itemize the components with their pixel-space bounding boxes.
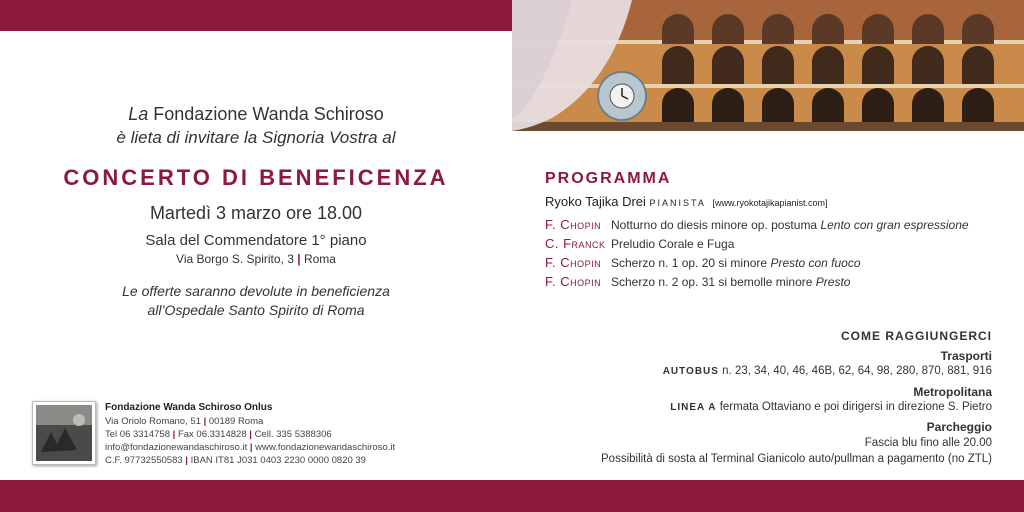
programma-item: F. Chopin Scherzo n. 2 op. 31 si bemolle minore Presto <box>545 274 851 289</box>
venue-address: Via Borgo S. Spirito, 3 | Roma <box>176 252 336 266</box>
bottom-band <box>0 480 1024 512</box>
event-date: Martedì 3 marzo ore 18.00 <box>149 203 363 223</box>
metro-label: Metropolitana <box>913 385 992 399</box>
foundation-photo <box>32 401 96 465</box>
linea-line: LINEA A fermata Ottaviano e poi dirigersi in direzione S. Pietro <box>670 401 992 413</box>
performer-website-link[interactable]: [www.ryokotajikapianist.com] <box>712 198 828 208</box>
footer-fiscal: C.F. 97732550583 | IBAN IT81 J031 0403 2230 0000 0820 39 <box>105 455 366 466</box>
performer-line: Ryoko Tajika Drei PIANISTA [www.ryokotajikapianist.com] <box>545 194 828 209</box>
footer-web-link[interactable]: www.fondazionewandaschiroso.it <box>255 442 396 453</box>
parcheggio-line-2: Possibilità di sosta al Terminal Gianicolo auto/pullman a pagamento (no ZTL) <box>601 453 992 465</box>
autobus-line: AUTOBUS n. 23, 34, 40, 46, 46B, 62, 64, 98, 280, 870, 881, 916 <box>662 365 992 377</box>
courtyard-photo <box>512 0 1024 131</box>
programma-heading: PROGRAMMA <box>545 170 672 187</box>
footer-phones: Tel 06 3314758 | Fax 06.3314828 | Cell. 335 5388306 <box>105 429 332 440</box>
offerte-line-1: Le offerte saranno devolute in beneficienza <box>122 283 390 299</box>
venue-name: Sala del Commendatore 1° piano <box>145 232 367 249</box>
parcheggio-label: Parcheggio <box>926 420 992 434</box>
invite-line-2: è lieta di invitare la Signoria Vostra al <box>116 128 396 147</box>
event-title: CONCERTO DI BENEFICENZA <box>63 165 449 190</box>
footer-email-link[interactable]: info@fondazionewandaschiroso.it <box>105 442 248 453</box>
trasporti-label: Trasporti <box>940 349 992 363</box>
footer-address: Via Oriolo Romano, 51 | 00189 Roma <box>105 416 264 427</box>
top-band <box>0 0 512 31</box>
programma-item: F. Chopin Notturno do diesis minore op. postuma Lento con gran espressione <box>545 217 969 232</box>
programma-item: F. Chopin Scherzo n. 1 op. 20 si minore Presto con fuoco <box>545 255 861 270</box>
footer-org: Fondazione Wanda Schiroso Onlus <box>105 402 273 413</box>
footer-contacts: info@fondazionewandaschiroso.it | www.fondazionewandaschiroso.it <box>105 442 396 453</box>
invite-line-1: La Fondazione Wanda Schiroso <box>128 104 384 124</box>
directions-heading: COME RAGGIUNGERCI <box>840 329 992 343</box>
offerte-line-2: all’Ospedale Santo Spirito di Roma <box>147 302 365 318</box>
programma-item: C. Franck Preludio Corale e Fuga <box>545 236 735 251</box>
parcheggio-line-1: Fascia blu fino alle 20.00 <box>864 437 992 449</box>
